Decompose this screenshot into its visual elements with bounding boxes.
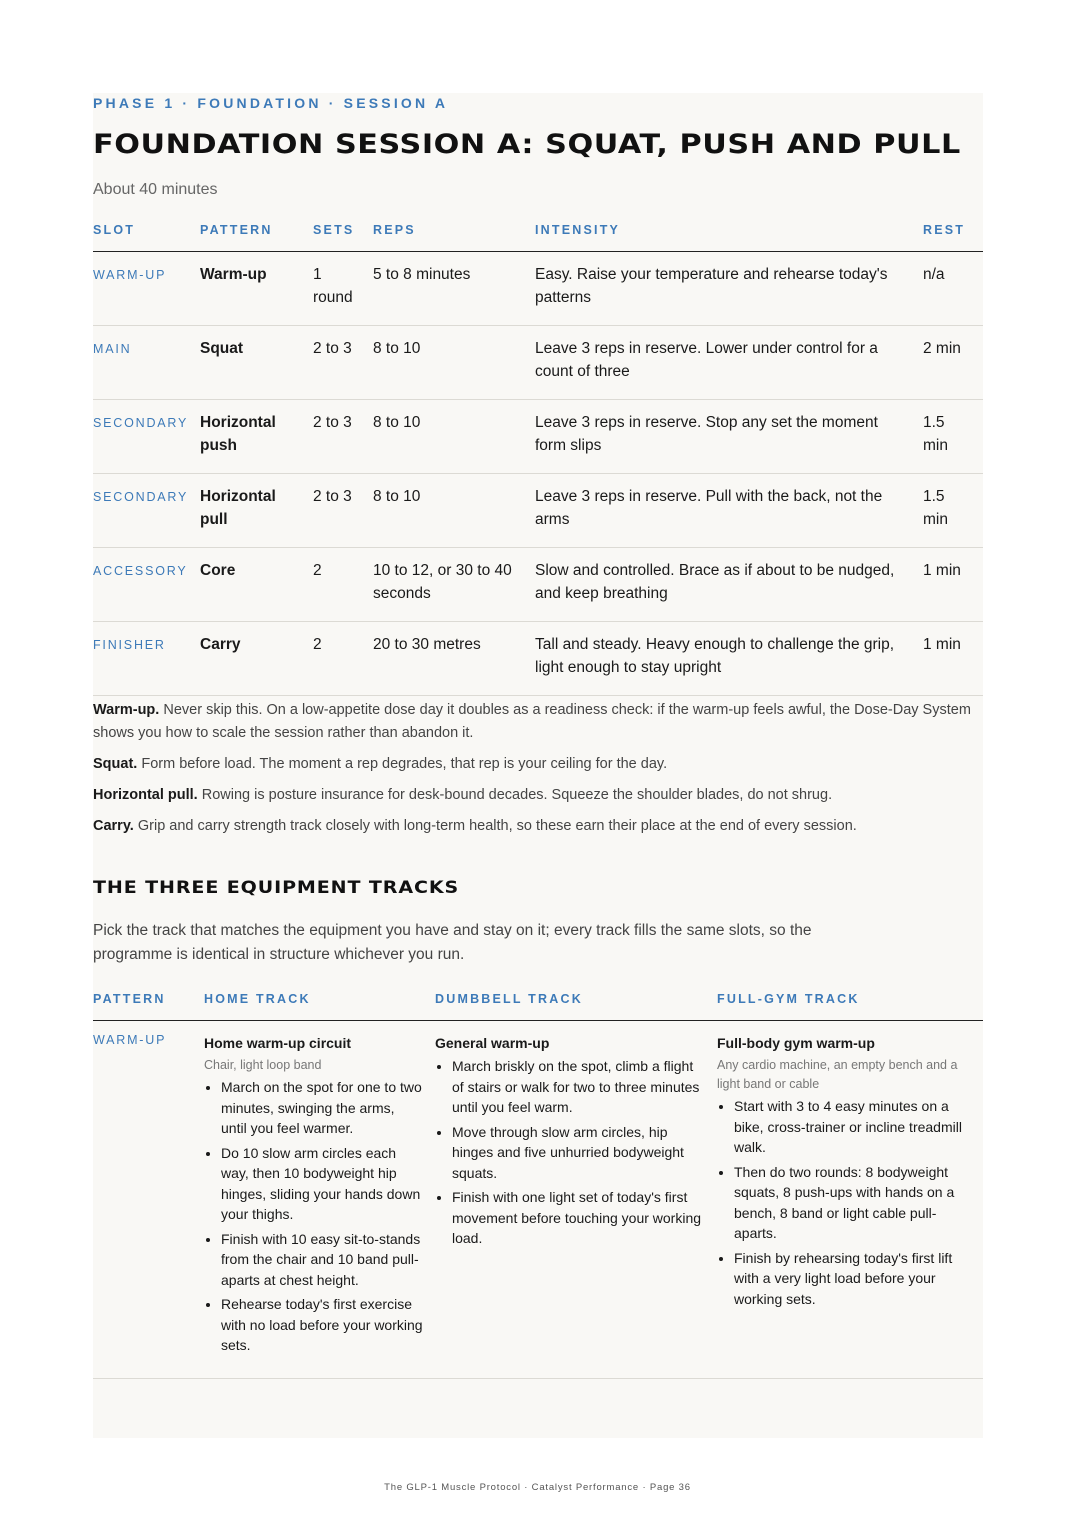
col-dumbbell-track: DUMBBELL TRACK (435, 986, 717, 1021)
table-row (93, 474, 983, 548)
table-row (93, 1021, 983, 1379)
row-sets: 2 to 3 (313, 400, 373, 474)
row-intensity: Slow and controlled. Brace as if about to be nudged, and keep breathing (535, 548, 923, 622)
col-pattern: PATTERN (200, 217, 313, 252)
row-pattern: Warm-up (200, 252, 313, 326)
track-steps (435, 1056, 705, 1249)
list-item: • March briskly on the spot, climb a flight of stairs or walk for two to three minutes until you feel warm. (452, 1056, 705, 1118)
row-pattern: Squat (200, 326, 313, 400)
tracks-table (93, 986, 983, 1379)
row-rest: 1 min (923, 622, 983, 696)
table-row (93, 622, 983, 696)
col-intensity: INTENSITY (535, 217, 923, 252)
home-track-cell (204, 1021, 435, 1379)
row-reps: 8 to 10 (373, 474, 535, 548)
row-rest: n/a (923, 252, 983, 326)
row-reps: 10 to 12, or 30 to 40 seconds (373, 548, 535, 622)
row-rest: 1.5 min (923, 400, 983, 474)
dumbbell-track-cell (435, 1021, 717, 1379)
col-pattern: PATTERN (93, 986, 204, 1021)
note-carry (93, 815, 983, 838)
col-home-track: HOME TRACK (204, 986, 435, 1021)
row-slot: ACCESSORY (93, 548, 200, 622)
row-intensity: Easy. Raise your temperature and rehearse today's patterns (535, 252, 923, 326)
col-slot: SLOT (93, 217, 200, 252)
note-text: Grip and carry strength track closely with long-term health, so these earn their place at the end of every session. (133, 818, 857, 834)
row-sets: 2 to 3 (313, 326, 373, 400)
row-sets: 2 to 3 (313, 474, 373, 548)
row-pattern: Horizontal pull (200, 474, 313, 548)
gym-track-cell (717, 1021, 983, 1379)
table-row (93, 548, 983, 622)
row-reps: 20 to 30 metres (373, 622, 535, 696)
tracks-intro: Pick the track that matches the equipment you have and stay on it; every track fills the same slots, so the programme is identical in structure whichever you run. (93, 922, 812, 963)
row-sets: 1 round (313, 252, 373, 326)
note-text: Form before load. The moment a rep degrades, that rep is your ceiling for the day. (137, 756, 668, 772)
table-row (93, 252, 983, 326)
row-intensity: Leave 3 reps in reserve. Lower under control for a count of three (535, 326, 923, 400)
track-steps (204, 1077, 423, 1356)
section-eyebrow: PHASE 1 · FOUNDATION · SESSION A (93, 95, 449, 111)
note-warm-up (93, 699, 983, 745)
row-sets: 2 (313, 622, 373, 696)
note-text: Never skip this. On a low-appetite dose day it doubles as a readiness check: if the warm-up feels awful, the Dose-Day System shows you how to scale the session rather than abandon it. (93, 702, 971, 741)
row-reps: 8 to 10 (373, 326, 535, 400)
note-text: Rowing is posture insurance for desk-bound decades. Squeeze the shoulder blades, do not shrug. (197, 787, 833, 803)
row-intensity: Tall and steady. Heavy enough to challenge the grip, light enough to stay upright (535, 622, 923, 696)
row-reps: 8 to 10 (373, 400, 535, 474)
tracks-table-header (93, 986, 983, 1021)
row-slot: WARM-UP (93, 1021, 204, 1379)
col-rest: REST (923, 217, 983, 252)
page-title: FOUNDATION SESSION A: SQUAT, PUSH AND PULL (93, 129, 961, 160)
col-reps: REPS (373, 217, 535, 252)
row-slot: SECONDARY (93, 474, 200, 548)
row-rest: 1.5 min (923, 474, 983, 548)
tracks-heading: THE THREE EQUIPMENT TRACKS (93, 878, 460, 898)
track-name: General warm-up (435, 1035, 550, 1051)
list-item: • Move through slow arm circles, hip hinges and five unhurried bodyweight squats. (452, 1122, 705, 1184)
list-item: • Then do two rounds: 8 bodyweight squats, 8 push-ups with hands on a bench, 8 band or light cable pull-aparts. (734, 1162, 971, 1244)
list-item: • March on the spot for one to two minutes, swinging the arms, until you feel warmer. (221, 1077, 423, 1139)
page-footer: The GLP-1 Muscle Protocol · Catalyst Performance · Page 36 (384, 1482, 691, 1493)
coaching-notes (93, 699, 983, 846)
row-slot: FINISHER (93, 622, 200, 696)
row-pattern: Horizontal push (200, 400, 313, 474)
row-slot: SECONDARY (93, 400, 200, 474)
list-item: • Start with 3 to 4 easy minutes on a bike, cross-trainer or incline treadmill walk. (734, 1096, 971, 1158)
session-table (93, 217, 983, 696)
note-squat (93, 753, 983, 776)
track-equipment: Chair, light loop band (204, 1058, 322, 1072)
row-intensity: Leave 3 reps in reserve. Pull with the back, not the arms (535, 474, 923, 548)
row-sets: 2 (313, 548, 373, 622)
list-item: • Finish with one light set of today's first movement before touching your working load. (452, 1187, 705, 1249)
note-horizontal-pull (93, 784, 983, 807)
row-intensity: Leave 3 reps in reserve. Stop any set the moment form slips (535, 400, 923, 474)
list-item: • Do 10 slow arm circles each way, then 10 bodyweight hip hinges, sliding your hands down your thighs. (221, 1143, 423, 1225)
track-name: Home warm-up circuit (204, 1035, 352, 1051)
row-slot: WARM-UP (93, 252, 200, 326)
track-equipment: Any cardio machine, an empty bench and a light band or cable (717, 1058, 958, 1091)
row-pattern: Carry (200, 622, 313, 696)
note-label: Carry. (93, 818, 134, 834)
note-label: Warm-up. (93, 702, 160, 718)
row-pattern: Core (200, 548, 313, 622)
row-rest: 2 min (923, 326, 983, 400)
note-label: Squat. (93, 756, 138, 772)
track-steps (717, 1096, 971, 1309)
session-duration: About 40 minutes (93, 181, 218, 198)
note-label: Horizontal pull. (93, 787, 198, 803)
table-row (93, 326, 983, 400)
session-table-header (93, 217, 983, 252)
list-item: • Rehearse today's first exercise with no load before your working sets. (221, 1294, 423, 1356)
list-item: • Finish by rehearsing today's first lift with a very light load before your working sets. (734, 1248, 971, 1310)
table-row (93, 400, 983, 474)
row-slot: MAIN (93, 326, 200, 400)
row-reps: 5 to 8 minutes (373, 252, 535, 326)
row-rest: 1 min (923, 548, 983, 622)
col-sets: SETS (313, 217, 373, 252)
col-gym-track: FULL-GYM TRACK (717, 986, 983, 1021)
list-item: • Finish with 10 easy sit-to-stands from the chair and 10 band pull-aparts at chest height. (221, 1229, 423, 1291)
track-name: Full-body gym warm-up (717, 1035, 875, 1051)
